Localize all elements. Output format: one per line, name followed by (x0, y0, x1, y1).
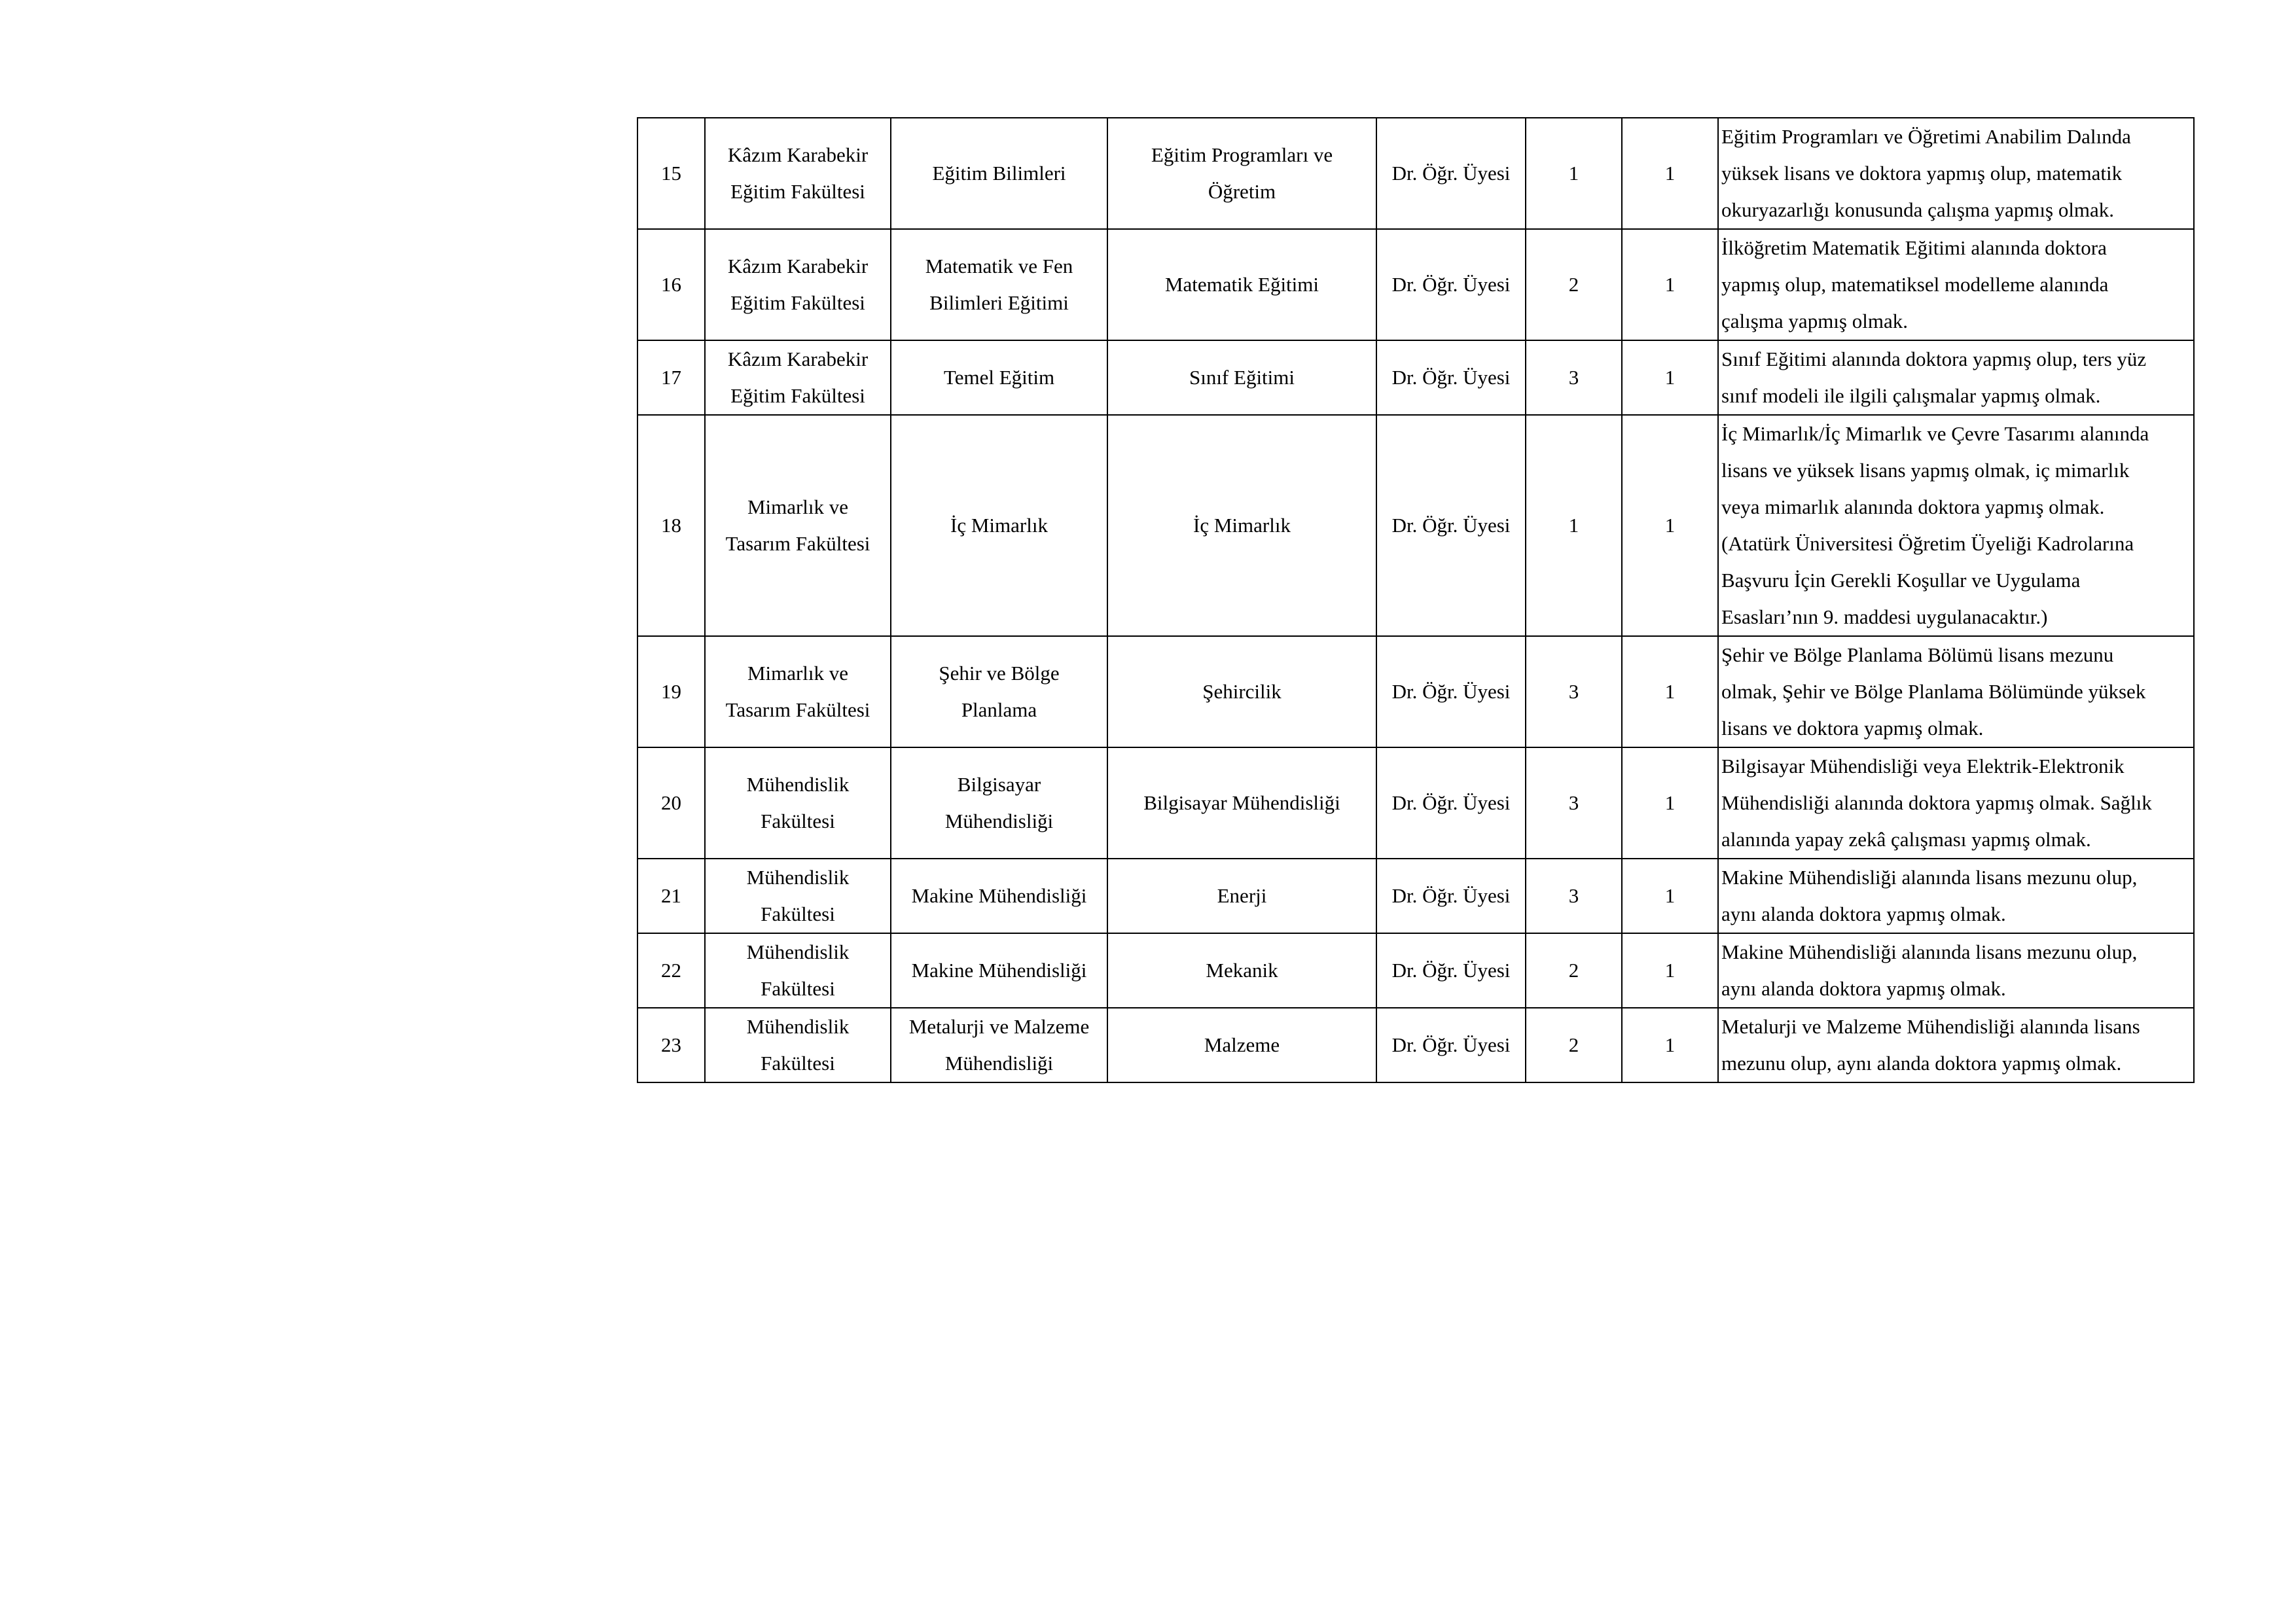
program-cell-line: Malzeme (1204, 1033, 1280, 1056)
department-cell-line: Planlama (961, 698, 1037, 721)
department-cell (891, 229, 1107, 340)
faculty-cell-line: Tasarım Fakültesi (725, 698, 870, 721)
requirement-cell-line: sınıf modeli ile ilgili çalışmalar yapmış olmak. (1721, 384, 2101, 407)
faculty-cell (705, 340, 891, 415)
faculty-cell (705, 118, 891, 229)
faculty-cell (705, 1008, 891, 1082)
requirement-cell-line: Makine Mühendisliği alanında lisans mezunu olup, (1721, 866, 2138, 889)
department-cell-line: Makine Mühendisliği (911, 884, 1087, 907)
requirement-cell (1718, 415, 2194, 636)
row-number: 21 (637, 859, 705, 933)
requirement-cell-line: İç Mimarlık/İç Mimarlık ve Çevre Tasarımı alanında (1721, 422, 2149, 445)
program-cell-line: Matematik Eğitimi (1164, 273, 1319, 296)
program-cell (1107, 747, 1376, 859)
requirement-cell-line: Bilgisayar Mühendisliği veya Elektrik-Elektronik (1721, 755, 2125, 777)
department-cell-line: İç Mimarlık (950, 514, 1048, 537)
program-cell (1107, 1008, 1376, 1082)
requirement-cell (1718, 340, 2194, 415)
degree-cell: 1 (1526, 118, 1622, 229)
faculty-cell-line: Eğitim Fakültesi (730, 180, 865, 203)
department-cell-line: Bilimleri Eğitimi (929, 291, 1069, 314)
faculty-cell (705, 636, 891, 747)
faculty-cell-line: Fakültesi (761, 1052, 835, 1075)
row-number: 15 (637, 118, 705, 229)
table-body (637, 118, 2194, 1082)
faculty-cell-line: Mühendislik (746, 773, 850, 796)
table-row (637, 859, 2194, 933)
table-row (637, 229, 2194, 340)
faculty-cell-line: Eğitim Fakültesi (730, 291, 865, 314)
department-cell-line: Makine Mühendisliği (911, 959, 1087, 982)
table-row (637, 118, 2194, 229)
faculty-cell-line: Eğitim Fakültesi (730, 384, 865, 407)
department-cell-line: Metalurji ve Malzeme (908, 1015, 1090, 1038)
faculty-cell-line: Mühendislik (746, 940, 850, 963)
program-cell-line: Enerji (1217, 884, 1267, 907)
requirement-cell-line: Başvuru İçin Gerekli Koşullar ve Uygulama (1721, 569, 2081, 592)
degree-cell: 2 (1526, 1008, 1622, 1082)
program-cell-line: Mekanik (1206, 959, 1278, 982)
faculty-cell-line: Kâzım Karabekir (727, 255, 869, 277)
academic-title-cell: Dr. Öğr. Üyesi (1376, 933, 1526, 1008)
requirement-cell-line: aynı alanda doktora yapmış olmak. (1721, 977, 2006, 1000)
requirement-cell-line: lisans ve doktora yapmış olmak. (1721, 717, 1984, 740)
program-cell (1107, 933, 1376, 1008)
table-row (637, 636, 2194, 747)
faculty-cell-line: Mühendislik (746, 866, 850, 889)
program-cell (1107, 118, 1376, 229)
faculty-cell-line: Tasarım Fakültesi (725, 532, 870, 555)
program-cell (1107, 415, 1376, 636)
faculty-cell (705, 229, 891, 340)
position-count-cell: 1 (1622, 415, 1718, 636)
department-cell (891, 340, 1107, 415)
degree-cell: 3 (1526, 340, 1622, 415)
position-count-cell: 1 (1622, 859, 1718, 933)
faculty-cell-line: Fakültesi (761, 902, 835, 925)
degree-cell: 3 (1526, 636, 1622, 747)
requirement-cell-line: Makine Mühendisliği alanında lisans mezunu olup, (1721, 940, 2138, 963)
degree-cell: 2 (1526, 229, 1622, 340)
position-count-cell: 1 (1622, 636, 1718, 747)
program-cell-line: Eğitim Programları ve (1151, 143, 1333, 166)
academic-title-cell: Dr. Öğr. Üyesi (1376, 340, 1526, 415)
department-cell-line: Temel Eğitim (943, 366, 1055, 389)
requirement-cell-line: yüksek lisans ve doktora yapmış olup, matematik (1721, 162, 2123, 185)
department-cell (891, 747, 1107, 859)
table-row (637, 415, 2194, 636)
position-count-cell: 1 (1622, 1008, 1718, 1082)
table-row (637, 933, 2194, 1008)
department-cell (891, 933, 1107, 1008)
row-number: 16 (637, 229, 705, 340)
position-count-cell: 1 (1622, 340, 1718, 415)
requirement-cell-line: İlköğretim Matematik Eğitimi alanında doktora (1721, 236, 2107, 259)
table-row (637, 1008, 2194, 1082)
requirement-cell-line: veya mimarlık alanında doktora yapmış olmak. (1721, 495, 2105, 518)
faculty-cell-line: Fakültesi (761, 977, 835, 1000)
requirement-cell (1718, 229, 2194, 340)
program-cell-line: Şehircilik (1202, 680, 1282, 703)
program-cell-line: Sınıf Eğitimi (1189, 366, 1295, 389)
position-count-cell: 1 (1622, 933, 1718, 1008)
faculty-cell-line: Mimarlık ve (747, 495, 849, 518)
academic-title-cell: Dr. Öğr. Üyesi (1376, 1008, 1526, 1082)
department-cell-line: Eğitim Bilimleri (932, 162, 1066, 185)
program-cell (1107, 229, 1376, 340)
position-count-cell: 1 (1622, 747, 1718, 859)
requirement-cell (1718, 1008, 2194, 1082)
positions-table (637, 117, 2195, 1083)
academic-title-cell: Dr. Öğr. Üyesi (1376, 415, 1526, 636)
requirement-cell (1718, 636, 2194, 747)
program-cell-line: Bilgisayar Mühendisliği (1143, 791, 1340, 814)
degree-cell: 2 (1526, 933, 1622, 1008)
requirement-cell-line: okuryazarlığı konusunda çalışma yapmış olmak. (1721, 198, 2115, 221)
requirement-cell-line: Sınıf Eğitimi alanında doktora yapmış olup, ters yüz (1721, 348, 2147, 370)
academic-title-cell: Dr. Öğr. Üyesi (1376, 636, 1526, 747)
department-cell (891, 118, 1107, 229)
program-cell (1107, 636, 1376, 747)
row-number: 17 (637, 340, 705, 415)
requirement-cell (1718, 859, 2194, 933)
department-cell (891, 859, 1107, 933)
department-cell-line: Mühendisliği (944, 810, 1054, 832)
academic-title-cell: Dr. Öğr. Üyesi (1376, 229, 1526, 340)
row-number: 22 (637, 933, 705, 1008)
requirement-cell-line: olmak, Şehir ve Bölge Planlama Bölümünde yüksek (1721, 680, 2146, 703)
requirement-cell-line: Mühendisliği alanında doktora yapmış olmak. Sağlık (1721, 791, 2152, 814)
requirement-cell-line: alanında yapay zekâ çalışması yapmış olmak. (1721, 828, 2091, 851)
requirement-cell (1718, 933, 2194, 1008)
academic-title-cell: Dr. Öğr. Üyesi (1376, 859, 1526, 933)
requirement-cell-line: Şehir ve Bölge Planlama Bölümü lisans mezunu (1721, 643, 2114, 666)
faculty-cell-line: Kâzım Karabekir (727, 143, 869, 166)
program-cell-line: Öğretim (1208, 180, 1276, 203)
department-cell-line: Bilgisayar (957, 773, 1041, 796)
faculty-cell (705, 415, 891, 636)
requirement-cell-line: Esasları’nın 9. maddesi uygulanacaktır.) (1721, 605, 2048, 628)
positions-table-container (637, 117, 2193, 1083)
row-number: 23 (637, 1008, 705, 1082)
requirement-cell (1718, 747, 2194, 859)
faculty-cell-line: Mühendislik (746, 1015, 850, 1038)
department-cell-line: Mühendisliği (944, 1052, 1054, 1075)
position-count-cell: 1 (1622, 229, 1718, 340)
program-cell (1107, 340, 1376, 415)
department-cell-line: Şehir ve Bölge (939, 662, 1060, 685)
department-cell (891, 1008, 1107, 1082)
requirement-cell-line: aynı alanda doktora yapmış olmak. (1721, 902, 2006, 925)
position-count-cell: 1 (1622, 118, 1718, 229)
faculty-cell (705, 933, 891, 1008)
degree-cell: 3 (1526, 859, 1622, 933)
academic-title-cell: Dr. Öğr. Üyesi (1376, 118, 1526, 229)
department-cell (891, 636, 1107, 747)
faculty-cell-line: Mimarlık ve (747, 662, 849, 685)
requirement-cell-line: yapmış olup, matematiksel modelleme alanında (1721, 273, 2109, 296)
requirement-cell-line: Metalurji ve Malzeme Mühendisliği alanında lisans (1721, 1015, 2140, 1038)
table-row (637, 340, 2194, 415)
degree-cell: 3 (1526, 747, 1622, 859)
requirement-cell-line: (Atatürk Üniversitesi Öğretim Üyeliği Kadrolarına (1721, 532, 2134, 555)
requirement-cell-line: mezunu olup, aynı alanda doktora yapmış olmak. (1721, 1052, 2122, 1075)
academic-title-cell: Dr. Öğr. Üyesi (1376, 747, 1526, 859)
faculty-cell-line: Kâzım Karabekir (727, 348, 869, 370)
row-number: 18 (637, 415, 705, 636)
degree-cell: 1 (1526, 415, 1622, 636)
row-number: 19 (637, 636, 705, 747)
faculty-cell (705, 859, 891, 933)
requirement-cell-line: çalışma yapmış olmak. (1721, 310, 1908, 332)
department-cell-line: Matematik ve Fen (925, 255, 1073, 277)
department-cell (891, 415, 1107, 636)
faculty-cell (705, 747, 891, 859)
program-cell (1107, 859, 1376, 933)
requirement-cell-line: lisans ve yüksek lisans yapmış olmak, iç mimarlık (1721, 459, 2130, 482)
requirement-cell (1718, 118, 2194, 229)
requirement-cell-line: Eğitim Programları ve Öğretimi Anabilim Dalında (1721, 125, 2131, 148)
row-number: 20 (637, 747, 705, 859)
faculty-cell-line: Fakültesi (761, 810, 835, 832)
program-cell-line: İç Mimarlık (1193, 514, 1291, 537)
table-row (637, 747, 2194, 859)
